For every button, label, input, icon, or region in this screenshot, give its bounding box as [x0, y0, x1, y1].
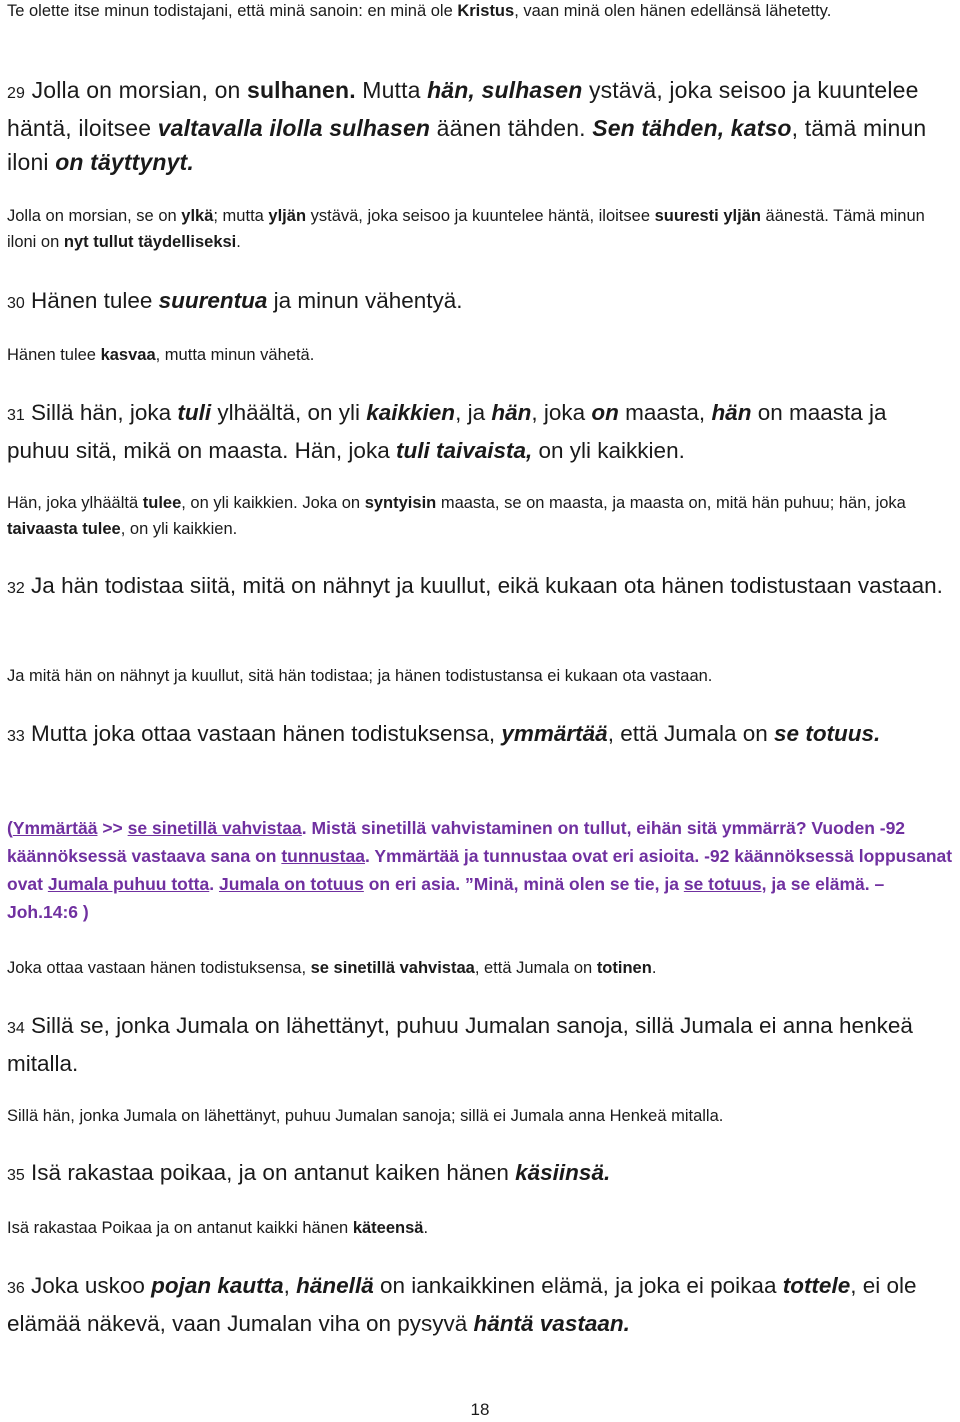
- verse-35-old-translation: [7, 1155, 954, 1193]
- text-run: maasta,: [618, 400, 712, 425]
- text-run: Hänen tulee: [7, 346, 101, 364]
- text-run: kaikkien: [366, 400, 456, 425]
- text-run: valtavalla ilolla sulhasen: [157, 115, 431, 141]
- verse-32-old-translation: [7, 568, 954, 606]
- text-run: ja minun vähentyä.: [267, 288, 463, 313]
- text-run: ; mutta: [213, 207, 269, 225]
- text-run: , vaan minä olen hänen edellänsä lähetetty.: [514, 2, 832, 20]
- text-run: suuresti yljän: [654, 207, 761, 225]
- text-run: nyt tullut täydelliseksi: [63, 233, 237, 251]
- text-run: on täyttynyt.: [55, 149, 194, 175]
- text-run: suurentua: [158, 288, 268, 313]
- verse-number: 36: [7, 1280, 25, 1297]
- text-run: maasta, se on maasta, ja maasta on, mitä hän puhuu; hän, joka: [436, 494, 911, 512]
- text-run: Jolla on morsian, on: [25, 77, 248, 103]
- text-run: Ja hän todistaa siitä, mitä on nähnyt ja kuullut, eikä kukaan ota hänen todistustaan vastaan.: [24, 573, 943, 598]
- text-run: tuli: [177, 400, 212, 425]
- text-run: se sinetillä vahvistaa: [127, 818, 302, 838]
- text-run: ylkä: [181, 207, 214, 225]
- text-run: . Mistä sinetillä vahvistaminen on tullut, eihän sitä ymmärrä? Vuoden -92 käännöksessä vastaava sana on: [7, 818, 910, 866]
- text-run: Sillä hän, jonka Jumala on lähettänyt, puhuu Jumalan sanoja; sillä ei Jumala anna Henkeä mitalla.: [7, 1107, 724, 1125]
- text-run: ystävä, joka seisoo ja kuuntelee häntä, iloitsee: [306, 207, 655, 225]
- text-run: Joka ottaa vastaan hänen todistuksensa,: [7, 959, 311, 977]
- text-run: .: [651, 959, 657, 977]
- text-run: tuli taivaista,: [395, 438, 533, 463]
- text-run: .: [209, 874, 219, 894]
- text-run: käsiinsä.: [515, 1160, 611, 1185]
- text-run: , että Jumala on: [474, 959, 597, 977]
- text-run: äänestä. Tämä minun iloni on: [7, 207, 930, 251]
- text-run: , ja: [455, 400, 492, 425]
- text-run: , tämä minun iloni: [7, 115, 933, 175]
- text-run: Jumala puhuu totta: [47, 874, 210, 894]
- text-run: hän: [711, 400, 752, 425]
- text-run: ymmärtää: [501, 721, 608, 746]
- verse-number: 34: [7, 1020, 25, 1037]
- text-run: .: [423, 1219, 429, 1237]
- text-run: se totuus.: [774, 721, 881, 746]
- text-run: , on yli kaikkien. Joka on: [181, 494, 365, 512]
- text-run: se totuus,: [683, 874, 767, 894]
- text-run: Ja mitä hän on nähnyt ja kuullut, sitä hän todistaa; ja hänen todistustansa ei kukaan ota vastaan.: [7, 667, 713, 685]
- text-run: , mutta minun vähetä.: [155, 346, 315, 364]
- verse-32-new-translation: [7, 663, 954, 689]
- text-run: käteensä: [352, 1219, 424, 1237]
- text-run: ja se elämä. – Joh.14:6 ): [7, 874, 890, 922]
- text-run: yljän: [268, 207, 307, 225]
- text-run: on eri asia. ”Minä, minä olen se tie, ja: [363, 874, 684, 894]
- text-run: syntyisin: [364, 494, 437, 512]
- text-run: Ymmärtää: [12, 818, 98, 838]
- text-run: kasvaa: [100, 346, 156, 364]
- text-run: pojan kautta: [151, 1273, 284, 1298]
- text-run: Mutta: [355, 77, 428, 103]
- text-run: >>: [97, 818, 128, 838]
- verse-33-new-translation: [7, 955, 954, 981]
- text-run: äänen tähden.: [430, 115, 593, 141]
- text-run: Isä rakastaa Poikaa ja on antanut kaikki hänen: [7, 1219, 353, 1237]
- text-run: , ei ole elämää näkevä, vaan Jumalan viha on pysyvä: [7, 1273, 923, 1336]
- text-run: hänellä: [296, 1273, 374, 1298]
- verse-31-old-translation: [7, 395, 954, 468]
- text-run: Kristus: [457, 2, 515, 20]
- text-run: Isä rakastaa poikaa, ja on antanut kaiken hänen: [24, 1160, 516, 1185]
- text-run: , että Jumala on: [607, 721, 775, 746]
- text-run: on: [591, 400, 619, 425]
- text-run: tottele: [782, 1273, 851, 1298]
- text-run: Sillä hän, joka: [24, 400, 178, 425]
- text-run: Jolla on morsian, se on: [7, 207, 182, 225]
- verse-number: 29: [7, 85, 26, 102]
- text-run: Te olette itse minun todistajani, että minä sanoin: en minä ole: [7, 2, 458, 20]
- text-run: Hänen tulee: [24, 288, 159, 313]
- text-run: ylhäältä, on yli: [211, 400, 367, 425]
- text-run: Joka uskoo: [24, 1273, 152, 1298]
- verse-31-new-translation: [7, 490, 954, 542]
- verse-35-new-translation: [7, 1215, 954, 1241]
- text-run: sulhanen.: [247, 77, 356, 103]
- text-run: tunnustaa: [281, 846, 365, 866]
- verse-29-new-translation: [7, 203, 954, 255]
- text-run: se sinetillä vahvistaa: [310, 959, 475, 977]
- text-run: , joka: [531, 400, 592, 425]
- intro-paragraph: [7, 0, 954, 24]
- text-run: .: [236, 233, 241, 251]
- text-run: (: [7, 818, 13, 838]
- text-run: häntä vastaan.: [473, 1311, 630, 1336]
- text-run: taivaasta tulee: [7, 520, 121, 538]
- commentary-note: [7, 814, 957, 926]
- text-run: hän: [491, 400, 532, 425]
- text-run: ,: [283, 1273, 297, 1298]
- verse-29-old-translation: [7, 73, 954, 179]
- text-run: , on yli kaikkien.: [120, 520, 238, 538]
- text-run: on iankaikkinen elämä, ja joka ei poikaa: [373, 1273, 783, 1298]
- text-run: totinen: [596, 959, 652, 977]
- text-run: tulee: [142, 494, 182, 512]
- verse-number: 31: [7, 407, 25, 424]
- text-run: Sillä se, jonka Jumala on lähettänyt, puhuu Jumalan sanoja, sillä Jumala ei anna henkeä mitalla.: [7, 1013, 920, 1076]
- verse-number: 35: [7, 1167, 25, 1184]
- text-run: Hän, joka ylhäältä: [7, 494, 143, 512]
- text-run: ystävä, joka seisoo ja kuuntelee häntä, iloitsee: [7, 77, 926, 141]
- text-run: Mutta joka ottaa vastaan hänen todistuksensa,: [24, 721, 502, 746]
- verse-33-old-translation: [7, 716, 954, 754]
- verse-36-old-translation: [7, 1268, 954, 1341]
- verse-number: 32: [7, 580, 25, 597]
- text-run: on maasta ja puhuu sitä, mikä on maasta. Hän, joka: [7, 400, 893, 463]
- text-run: Jumala on totuus: [218, 874, 364, 894]
- verse-number: 30: [7, 295, 25, 312]
- verse-number: 33: [7, 728, 25, 745]
- verse-34-old-translation: [7, 1008, 954, 1081]
- text-run: . Ymmärtää ja tunnustaa ovat eri asioita. -92 käännöksessä loppusanat ovat: [7, 846, 957, 894]
- text-run: on yli kaikkien.: [532, 438, 685, 463]
- verse-30-old-translation: [7, 283, 954, 321]
- text-run: Sen tähden, katso: [592, 115, 792, 141]
- verse-34-new-translation: [7, 1103, 954, 1129]
- verse-30-new-translation: [7, 342, 954, 368]
- page-number: 18: [470, 1400, 490, 1419]
- text-run: hän, sulhasen: [427, 77, 583, 103]
